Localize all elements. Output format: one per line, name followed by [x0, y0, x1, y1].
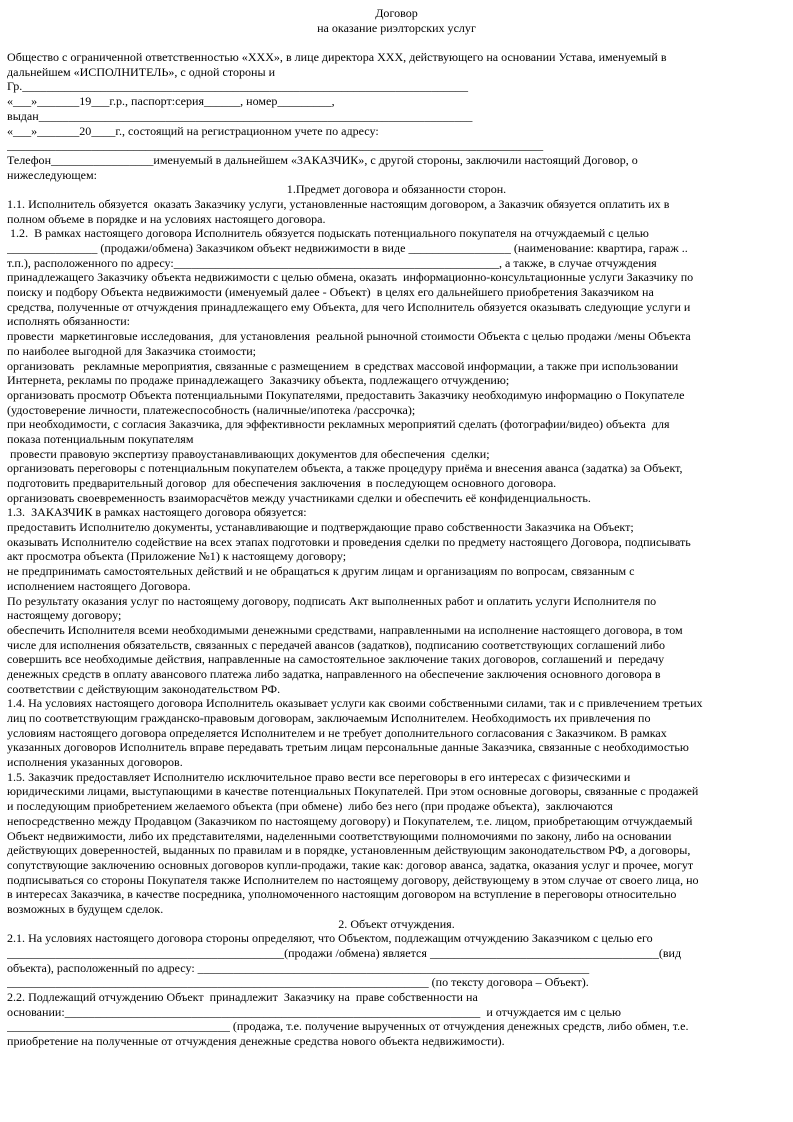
text-line: полном объеме в порядке и на условиях настоящего договора.: [7, 211, 326, 226]
text-line: дальнейшем «ИСПОЛНИТЕЛЬ», с одной стороны и: [7, 64, 276, 79]
text-line: организовать своевременность взаиморасчётов между участниками сделки и обеспечить её конфиденциальность.: [7, 490, 591, 505]
contract-document: [7, 6, 786, 1049]
text-line: действующих доверенностей, выданных по правилам и в порядке, установленным действующим законодательством РФ, а договоры,: [7, 843, 691, 858]
text-line: 1.1. Исполнитель обязуется оказать Заказчику услуги, установленные настоящим договором, а Заказчик обязуется оплатить их в: [7, 196, 670, 211]
text-line: ______________________________________________(продажи /обмена) является ______________________________________(вид: [7, 946, 682, 960]
text-line: 1.5. Заказчик предоставляет Исполнителю исключительное право вести все переговоры в его интересах с физическими и: [7, 769, 631, 784]
text-line: сопутствующие заключению основных договоров купли-продажи, такие как: договор аванса, задатка, оказания услуг и прочее, могут: [7, 857, 694, 872]
text-line: принадлежащего Заказчику объекта недвижимости с целью обмена, оказать информационно-консультационные услуги Заказчику по: [7, 270, 694, 285]
text-line: 2.2. Подлежащий отчуждению Объект принадлежит Заказчику на праве собственности на: [7, 990, 478, 1005]
text-line: Интернета, рекламы по продаже принадлежащего Заказчику объекта, подлежащего отчуждению;: [7, 373, 510, 388]
text-line: Объект недвижимости, либо их представителями, наделенными соответствующими полномочиями по закону, либо на основании: [7, 828, 672, 843]
text-line: 1.2. В рамках настоящего договора Исполнитель обязуется подыскать потенциального покупателя на отчуждаемый с целью: [7, 226, 649, 241]
text-line: объекта), расположенный по адресу: _________________________________________________________________: [7, 960, 590, 975]
text-line: исполнением настоящего Договора.: [7, 578, 191, 593]
text-line: подписываться со стороны Покупателя также Исполнителем по настоящему договору, действующему в этом случае от своего лица, но: [7, 872, 699, 887]
text-line: «___»_______19___г.р., паспорт:серия______, номер_________,: [7, 94, 335, 109]
text-line: По результату оказания услуг по настоящему договору, подписать Акт выполненных работ и оплатить услуги Исполнителя по: [7, 593, 657, 608]
text-line: средства, полученные от отчуждения принадлежащего ему Объекта, для чего Исполнитель обязуется оказывать следующие услуги и: [7, 299, 691, 314]
text-line: провести правовую экспертизу правоустанавливающих документов для обеспечения сделки;: [7, 446, 490, 461]
text-line: 2.1. На условиях настоящего договора стороны определяют, что Объектом, подлежащим отчуждению Заказчиком с целью его: [7, 931, 653, 946]
text-line: (удостоверение личности, платежеспособность (наличные/ипотека /рассрочка);: [7, 402, 416, 417]
section-2-title: 2. Объект отчуждения.: [338, 916, 455, 931]
text-line: организовать рекламные мероприятия, связанные с размещением в средствах массовой информации, а также при использовании: [7, 358, 679, 373]
document-title: Договор: [375, 6, 418, 20]
text-line: указанных договоров Исполнитель вправе передавать третьим лицам персональные данные Заказчика, связанные с необходимостью: [7, 740, 689, 755]
text-line: организовать просмотр Объекта потенциальными Покупателями, предоставить Заказчику необходимую информацию о Покупателе: [7, 387, 685, 402]
text-line: ______________________________________________________________________ (по тексту договора – Объект).: [7, 975, 589, 990]
section-1-body: [7, 197, 786, 917]
text-line: исполнения указанных договоров.: [7, 755, 183, 770]
text-line: настоящему договору;: [7, 608, 122, 623]
text-line: 1.4. На условиях настоящего договора Исполнитель оказывает услуги как своими собственными силами, так и с привлечением третьих: [7, 696, 703, 711]
text-line: непосредственно между Продавцом (Заказчиком по настоящему договору) и Покупателем, т.е. лицом, приобретающим отчуждаемый: [7, 813, 693, 828]
text-line: 1.3. ЗАКАЗЧИК в рамках настоящего договора обязуется:: [7, 505, 307, 520]
text-line: исполнять обязанности:: [7, 314, 130, 329]
text-line: показа потенциальным покупателям: [7, 431, 194, 446]
text-line: акт просмотра объекта (Приложение №1) к настоящему договору;: [7, 549, 347, 564]
text-line: организовать переговоры с потенциальным покупателем объекта, а также процедуру приёма и внесения аванса (задатка) за Объект,: [7, 461, 683, 476]
section-2-body: [7, 931, 786, 1049]
document-subtitle: на оказание риэлторских услуг: [317, 20, 476, 35]
text-line: «___»_______20____г., состоящий на регистрационном учете по адресу:: [7, 123, 379, 138]
text-line: числе для исполнения обязательств, связанных с передачей авансов (задатков), подписанию соответствующих соглашений либо: [7, 637, 666, 652]
text-line: при необходимости, с согласия Заказчика, для эффективности рекламных мероприятий сделать (фотографии/видео) объекта для: [7, 417, 670, 432]
text-line: основании:_____________________________________________________________________ и отчуждается им с целью: [7, 1004, 622, 1019]
city-date-row: [7, 35, 786, 50]
text-line: Гр.__________________________________________________________________________: [7, 79, 468, 94]
text-line: оказывать Исполнителю содействие на всех этапах подготовки и проведения сделки по предмету настоящего Договора, подписывать: [7, 534, 691, 549]
text-line: _________________________________________________________________________________________: [7, 138, 544, 153]
text-line: юридическими лицами, выступающими в качестве потенциальных Покупателей. При этом основные договоры, связанные с продажей: [7, 784, 699, 799]
text-line: в интересах Заказчика, в качестве посредника, уполномоченного настоящим договором на вступление в переговоры относительно: [7, 887, 677, 902]
text-line: подготовить предварительный договор для обеспечения заключения в последующем основного договора.: [7, 476, 557, 490]
text-line: Общество с ограниченной ответственностью «ХХХ», в лице директора ХХХ, действующего на основании Устава, именуемый в: [7, 50, 667, 65]
text-line: не предпринимать самостоятельных действий и не обращаться к другим лицам и организациям по вопросам, связанным с: [7, 564, 635, 579]
text-line: лиц по соответствующим гражданско-правовым договорам, заключаемым Исполнителем. Необходимость их привлечения по: [7, 711, 651, 725]
text-line: Телефон_________________именуемый в дальнейшем «ЗАКАЗЧИК», с другой стороны, заключили настоящий Договор, о: [7, 152, 638, 167]
text-line: обеспечить Исполнителя всеми необходимыми денежными средствами, направленными на исполнение настоящего договора, в том: [7, 622, 683, 637]
text-line: и последующим приобретением желаемого объекта (при обмене) либо без него (при продаже объекта), заключаются: [7, 799, 613, 814]
text-line: _______________ (продажи/обмена) Заказчиком объект недвижимости в виде _________________ (наименование: квартира, гараж ..: [7, 241, 688, 255]
text-line: по наиболее выгодной для Заказчика стоимости;: [7, 343, 257, 358]
text-line: нижеследующем:: [7, 167, 97, 182]
text-line: совершить все необходимые действия, направленные на самостоятельное заключение таких договоров, соглашений и передачу: [7, 652, 665, 667]
section-1-title: 1.Предмет договора и обязанности сторон.: [286, 182, 507, 197]
text-line: провести маркетинговые исследования, для установления реальной рыночной стоимости Объекта с целью продажи /мены Объекта: [7, 329, 691, 344]
text-line: _____________________________________ (продажа, т.е. получение вырученных от отчуждения денежных средств, либо обмен, т.е.: [7, 1019, 689, 1034]
text-line: соответствии с действующим законодательством РФ.: [7, 681, 281, 696]
text-line: выдан________________________________________________________________________: [7, 108, 473, 123]
text-line: возможных в будущем сделок.: [7, 901, 164, 916]
text-line: приобретение на полученные от отчуждения денежные средства нового объекта недвижимости).: [7, 1034, 505, 1049]
text-line: денежных средств в оплату авансового платежа либо задатка, направленного на обеспечение заключения основного договора в: [7, 666, 661, 681]
text-line: т.п.), расположенного по адресу:______________________________________________________, а также, в случае отчуждения: [7, 255, 657, 270]
text-line: поиску и подбору Объекта недвижимости (именуемый далее - Объект) в целях его дальнейшего приобретения Заказчиком на: [7, 285, 654, 300]
text-line: условиям настоящего договора определяется Исполнителем и не требует дополнительного согласования с Заказчиком. В рамках: [7, 725, 667, 740]
text-line: предоставить Исполнителю документы, устанавливающие и подтверждающие право собственности Заказчика на Объект;: [7, 520, 634, 535]
intro-block: [7, 50, 786, 182]
